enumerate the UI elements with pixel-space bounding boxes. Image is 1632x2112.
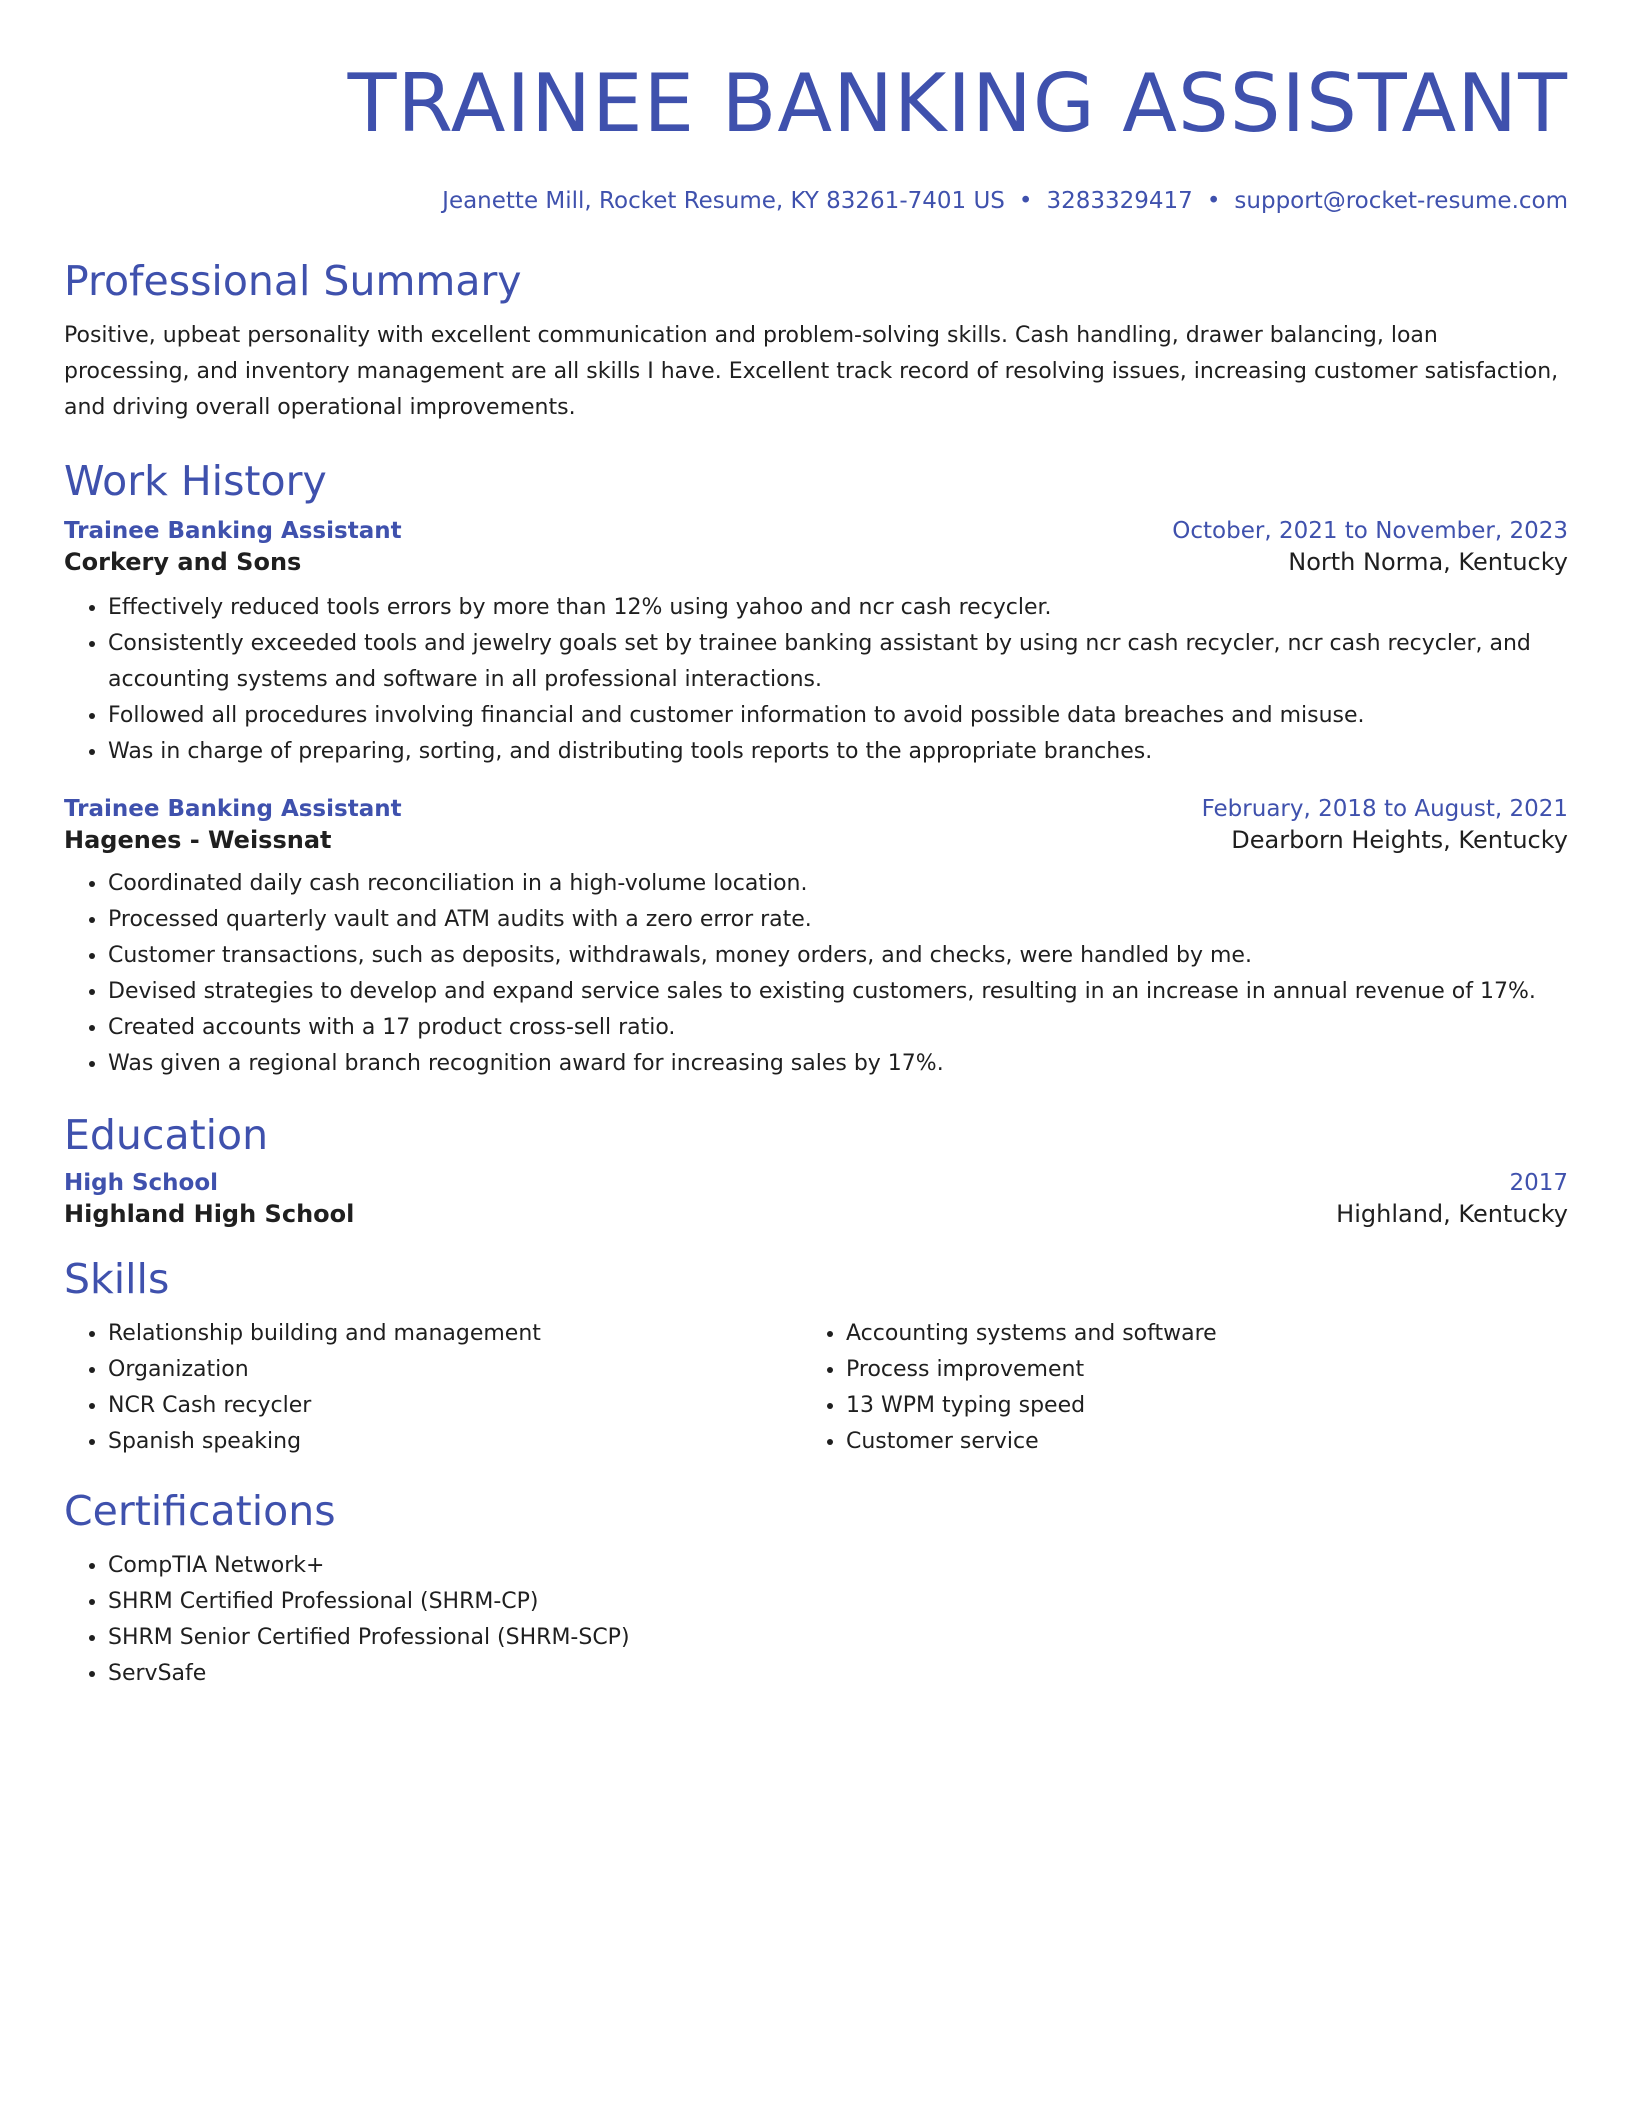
skills-bullets	[64, 1316, 802, 1460]
section-heading-skills: Skills	[64, 1255, 170, 1303]
job-title: Trainee Banking Assistant	[64, 796, 402, 822]
skill-item: • Accounting systems and software	[846, 1316, 1540, 1352]
phone[interactable]: 3283329417	[1046, 188, 1193, 214]
skills-list	[64, 1316, 1568, 1460]
job-header	[64, 796, 1568, 822]
education-header	[64, 1170, 1568, 1196]
email-link[interactable]: support@rocket-resume.com	[1234, 188, 1568, 214]
job-title: Trainee Banking Assistant	[64, 518, 402, 544]
section-heading-work: Work History	[64, 457, 327, 505]
address: Jeanette Mill, Rocket Resume, KY 83261-7401 US	[442, 188, 1005, 214]
section-heading-summary: Professional Summary	[64, 257, 522, 305]
bullet-item: • Effectively reduced tools errors by more than 12% using yahoo and ncr cash recycler.	[108, 590, 1568, 626]
school-location: Highland, Kentucky	[1336, 1200, 1568, 1228]
skill-item: • Organization	[108, 1352, 802, 1388]
skill-item: • Spanish speaking	[108, 1424, 802, 1460]
job-dates: October, 2021 to November, 2023	[1172, 518, 1568, 544]
job-header	[64, 518, 1568, 544]
bullet-item: • Was given a regional branch recognition award for increasing sales by 17%.	[108, 1046, 1568, 1082]
bullet-item: • Followed all procedures involving financial and customer information to avoid possible data breaches and misuse.	[108, 698, 1568, 734]
job-company-row	[64, 826, 1568, 854]
summary-text: Positive, upbeat personality with excellent communication and problem-solving skills. Cash handling, drawer balancing, loan processing, and inventory management are all skills I have. Excellent track record of resolving issues, increasing customer satisfaction, and driving overall operational improvements.	[64, 323, 1559, 420]
certification-item: • SHRM Certified Professional (SHRM-CP)	[108, 1584, 1568, 1620]
job-entry	[64, 796, 1568, 1082]
job-entry	[64, 518, 1568, 770]
education-entry	[64, 1170, 1568, 1228]
separator-dot: •	[1018, 188, 1033, 214]
certification-item: • CompTIA Network+	[108, 1548, 1568, 1584]
bullet-item: • Consistently exceeded tools and jewelry goals set by trainee banking assistant by using ncr cash recycler, ncr cash recycler, and accounting systems and software in all professional interactions.	[108, 626, 1568, 698]
school-name: Highland High School	[64, 1200, 355, 1228]
job-location: North Norma, Kentucky	[1288, 548, 1568, 576]
certification-item: • SHRM Senior Certified Professional (SHRM-SCP)	[108, 1620, 1568, 1656]
separator-dot: •	[1206, 188, 1221, 214]
skills-column-right	[802, 1316, 1540, 1460]
resume-title: TRAINEE BANKING ASSISTANT	[347, 57, 1568, 150]
company-name: Corkery and Sons	[64, 548, 302, 576]
job-location: Dearborn Heights, Kentucky	[1231, 826, 1568, 854]
bullet-item: • Created accounts with a 17 product cross-sell ratio.	[108, 1010, 1568, 1046]
skill-item: • NCR Cash recycler	[108, 1388, 802, 1424]
certification-item: • ServSafe	[108, 1656, 1568, 1692]
job-dates: February, 2018 to August, 2021	[1201, 796, 1568, 822]
skill-item: • Relationship building and management	[108, 1316, 802, 1352]
skills-column-left	[64, 1316, 802, 1460]
section-heading-education: Education	[64, 1111, 269, 1159]
section-heading-certifications: Certifications	[64, 1487, 336, 1535]
bullet-item: • Processed quarterly vault and ATM audits with a zero error rate.	[108, 902, 1568, 938]
certifications-list	[64, 1548, 1568, 1692]
degree: High School	[64, 1170, 219, 1196]
job-company-row	[64, 548, 1568, 576]
skill-item: • 13 WPM typing speed	[846, 1388, 1540, 1424]
skills-bullets	[802, 1316, 1540, 1460]
job-bullets	[64, 866, 1568, 1082]
bullet-item: • Was in charge of preparing, sorting, and distributing tools reports to the appropriate branches.	[108, 734, 1568, 770]
bullet-item: • Customer transactions, such as deposits, withdrawals, money orders, and checks, were handled by me.	[108, 938, 1568, 974]
skill-item: • Customer service	[846, 1424, 1540, 1460]
skill-item: • Process improvement	[846, 1352, 1540, 1388]
education-school-row	[64, 1200, 1568, 1228]
bullet-item: • Coordinated daily cash reconciliation in a high-volume location.	[108, 866, 1568, 902]
company-name: Hagenes - Weissnat	[64, 826, 332, 854]
job-bullets	[64, 590, 1568, 770]
contact-line	[64, 186, 1568, 216]
bullet-item: • Devised strategies to develop and expand service sales to existing customers, resulting in an increase in annual revenue of 17%.	[108, 974, 1568, 1010]
education-year: 2017	[1509, 1170, 1568, 1196]
